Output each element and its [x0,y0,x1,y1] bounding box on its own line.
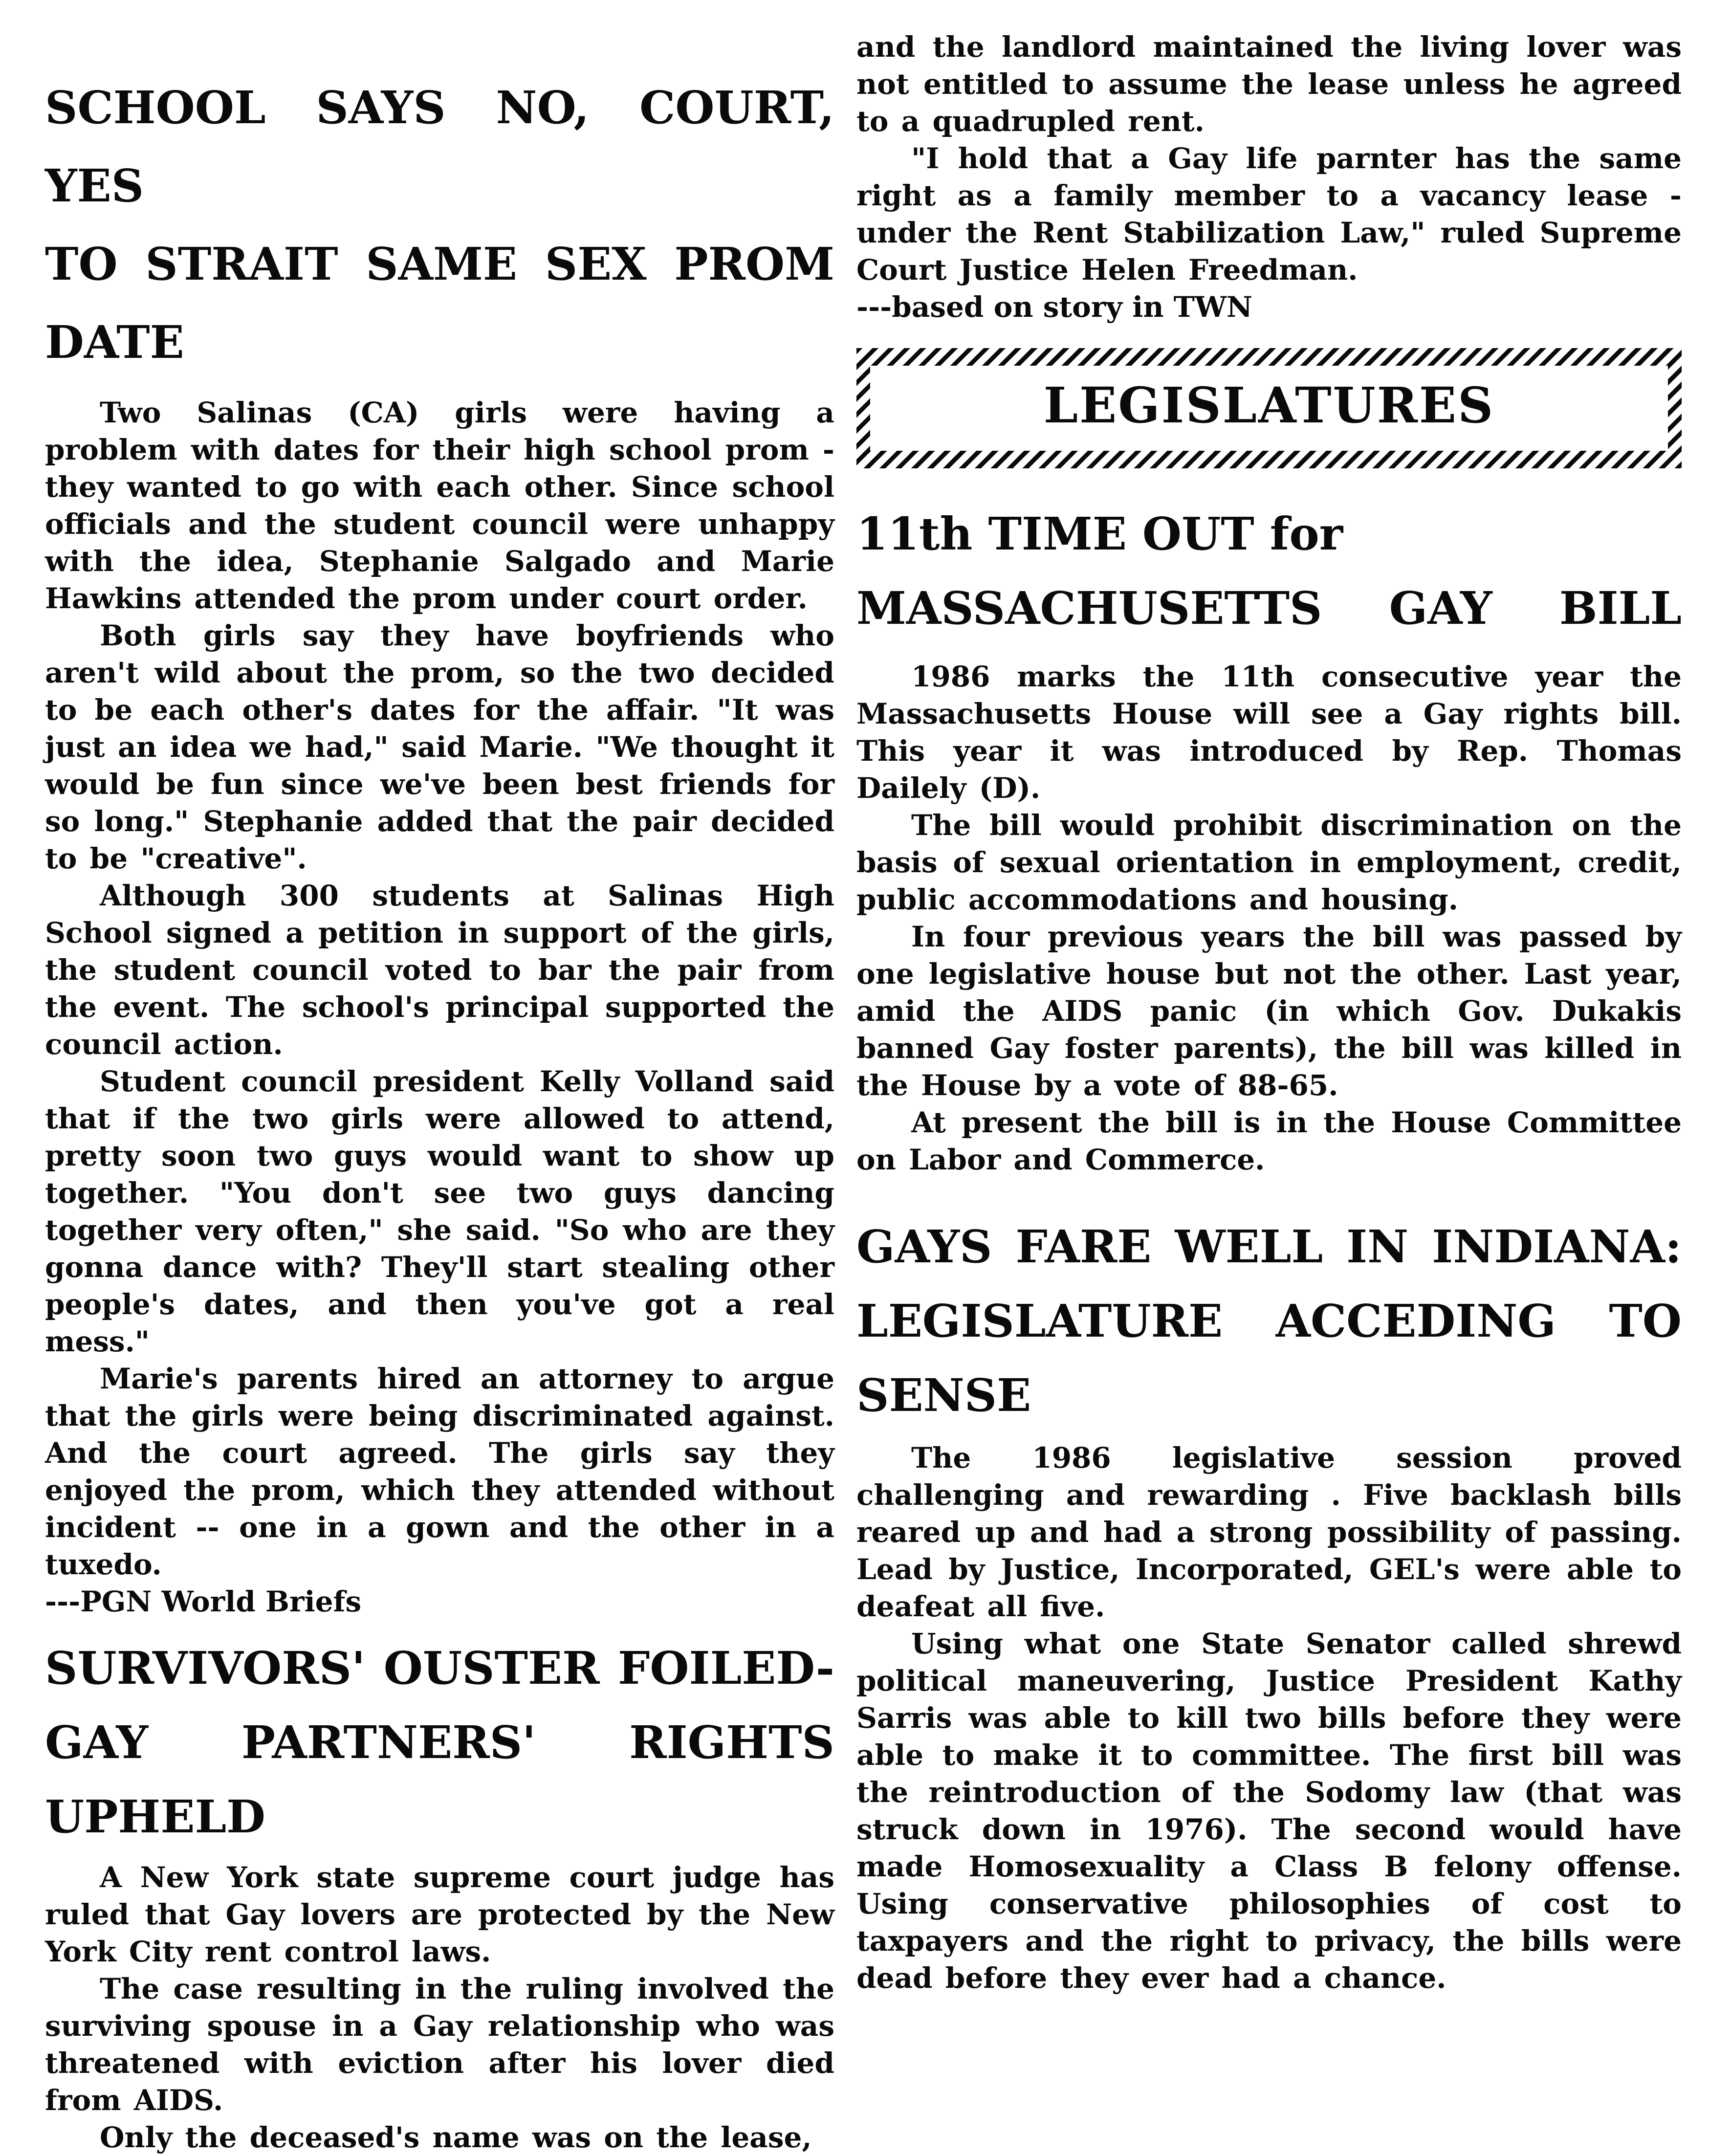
article-headline-indiana [856,1210,1682,1432]
banner-title: LEGISLATURES [1043,376,1495,434]
left-column [45,68,834,2156]
article-paragraph: Two Salinas (CA) girls were having a problem with dates for their high school prom - they wanted to go with each other. Since school officials and the student council were unhappy with the idea, Stephanie Salgado and Marie Hawkins attended the prom under court order. [45,396,834,615]
source-attribution: ---PGN World Briefs [45,1585,362,1618]
headline-line: TO STRAIT SAME SEX PROM [45,238,834,290]
article-paragraph: Although 300 students at Salinas High School signed a petition in support of the girls, the student council voted to bar the pair from the event. The school's principal supported the council action. [45,879,834,1061]
article-headline-survivors [45,1631,834,1854]
headline-line: SENSE [856,1369,1031,1422]
article-survivors-continuation [856,28,1682,326]
headline-line: LEGISLATURE ACCEDING TO [856,1295,1682,1347]
article-headline-massachusetts [856,497,1682,645]
article-paragraph: Using what one State Senator called shrewd political maneuvering, Justice President Kathy Sarris was able to kill two bills before they were able to make it to committee. The first bill was the reintroduction of the Sodomy law (that was struck down in 1976). The second would have made Homosexuality a Class B felony offense. Using conservative philosophies of cost to taxpayers and the right to privacy, the bills were dead before they ever had a chance. [856,1627,1682,1995]
article-paragraph: The bill would prohibit discrimination on the basis of sexual orientation in employment, credit, public accommodations and housing. [856,809,1682,916]
article-paragraph: 1986 marks the 11th consecutive year the Massachusetts House will see a Gay rights bill. This year it was introduced by Rep. Thomas Dailely (D). [856,660,1682,805]
headline-line: GAYS FARE WELL IN INDIANA: [856,1220,1682,1273]
article-paragraph: A New York state supreme court judge has ruled that Gay lovers are protected by the New York City rent control laws. [45,1861,834,1968]
article-paragraph: At present the bill is in the House Committee on Labor and Commerce. [856,1106,1682,1176]
source-attribution: ---based on story in TWN [856,290,1252,324]
article-paragraph: The case resulting in the ruling involved the surviving spouse in a Gay relationship who was threatened with eviction after his lover died from AIDS. [45,1972,834,2117]
headline-line: SCHOOL SAYS NO, COURT, YES [45,81,834,212]
legislatures-section-banner [856,348,1682,468]
headline-line: SURVIVORS' OUSTER FOILED- [45,1642,834,1694]
article-paragraph: Marie's parents hired an attorney to argue that the girls were being discriminated against. And the court agreed. The girls say they enjoyed the prom, which they attended without incident -- one in a gown and the other in a tuxedo. [45,1362,834,1581]
banner-inner-panel [870,366,1668,451]
article-paragraph: Only the deceased's name was on the lease, [100,2121,812,2154]
article-paragraph: "I hold that a Gay life parnter has the same right as a family member to a vacancy lease -under the Rent Stabilization Law," ruled Supreme Court Justice Helen Freedman. [856,142,1682,286]
article-indiana [856,1210,1682,1997]
article-prom-date [45,68,834,1620]
headline-line: GAY PARTNERS' RIGHTS UPHELD [45,1716,834,1843]
article-survivors-ouster [45,1631,834,2156]
article-paragraph: The 1986 legislative session proved challenging and rewarding . Five backlash bills reared up and had a strong possibility of passing. Lead by Justice, Incorporated, GEL's were able to deafeat all five. [856,1441,1682,1623]
headline-line: 11th TIME OUT for [856,507,1343,560]
article-paragraph: Student council president Kelly Volland said that if the two girls were allowed to attend, pretty soon two guys would want to show up together. "You don't see two guys dancing together very often," she said. "So who are they gonna dance with? They'll start stealing other people's dates, and then you've got a real mess." [45,1065,834,1358]
article-paragraph: In four previous years the bill was passed by one legislative house but not the other. Last year, amid the AIDS panic (in which Gov. Dukakis banned Gay foster parents), the bill was killed in the House by a vote of 88-65. [856,920,1682,1102]
article-paragraph: and the landlord maintained the living lover was not entitled to assume the lease unless he agreed to a quadrupled rent. [856,30,1682,138]
right-column [856,28,1682,1997]
headline-line: DATE [45,316,184,369]
article-massachusetts-bill [856,497,1682,1178]
article-paragraph: Both girls say they have boyfriends who aren't wild about the prom, so the two decided to be each other's dates for the affair. "It was just an idea we had," said Marie. "We thought it would be fun since we've been best friends for so long." Stephanie added that the pair decided to be "creative". [45,619,834,875]
headline-line: MASSACHUSETTS GAY BILL [856,582,1682,635]
article-headline-prom [45,68,834,381]
